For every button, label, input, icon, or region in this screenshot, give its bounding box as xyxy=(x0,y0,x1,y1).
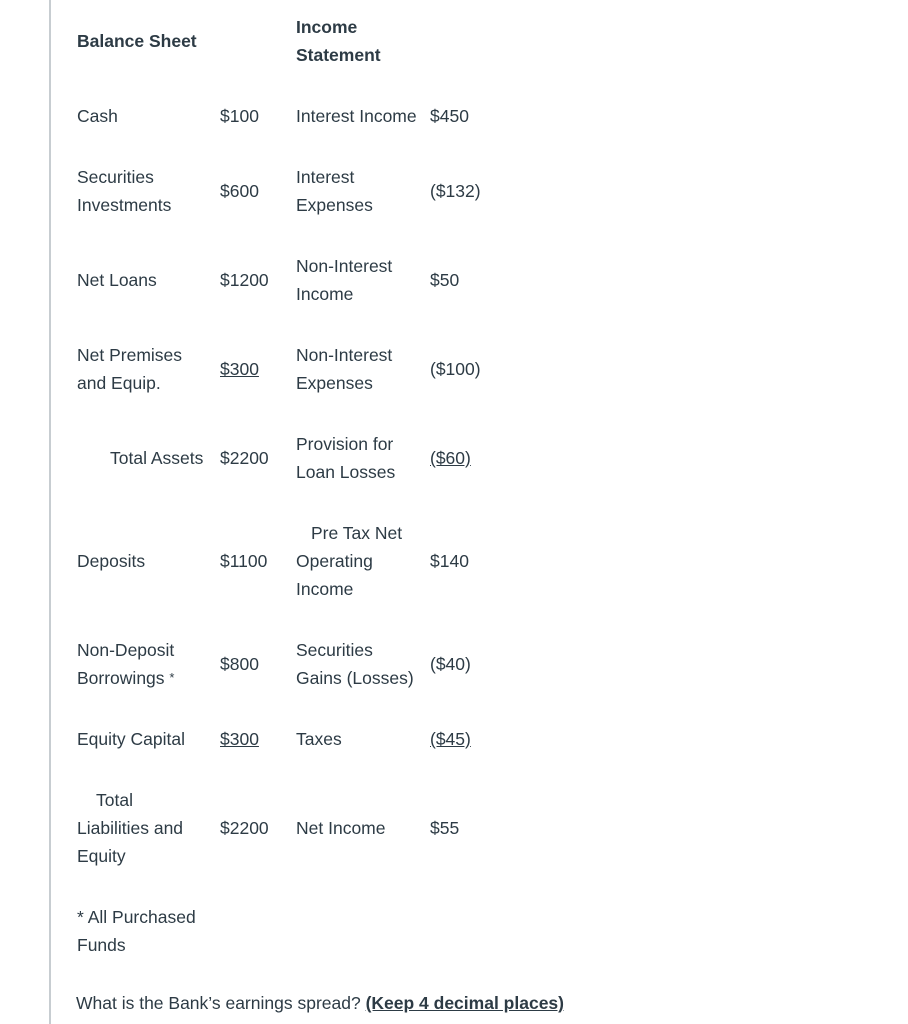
total-liabilities-label-line2: Liabilities and xyxy=(77,818,184,838)
total-liabilities-label-line3: Equity xyxy=(77,846,126,866)
question-text: What is the Bank’s earnings spread? xyxy=(76,993,366,1013)
nonint-income-label-line2: Income xyxy=(296,284,354,304)
net-income-label: Net Income xyxy=(296,818,386,838)
net-loans-label: Net Loans xyxy=(77,270,157,290)
taxes-value: ($45) xyxy=(430,729,471,749)
securities-label-line2: Investments xyxy=(77,195,172,215)
income-statement-header-line2: Statement xyxy=(296,45,381,65)
taxes-label: Taxes xyxy=(296,729,342,749)
footnote-asterisk: * xyxy=(169,670,175,685)
question-prompt xyxy=(76,989,564,1017)
footnote-line2: Funds xyxy=(77,935,126,955)
provision-label-line2: Loan Losses xyxy=(296,462,396,482)
interest-expenses-label-line1: Interest xyxy=(296,167,355,187)
interest-income-value: $450 xyxy=(430,106,469,126)
equity-capital-label: Equity Capital xyxy=(77,729,185,749)
question-emphasis: (Keep 4 decimal places) xyxy=(365,993,564,1013)
pretax-label-line2: Operating xyxy=(296,551,373,571)
premises-label-line1: Net Premises xyxy=(77,345,183,365)
total-liabilities-label-line1: Total xyxy=(96,790,133,810)
pretax-label-line3: Income xyxy=(296,579,354,599)
nonint-expenses-label-line2: Expenses xyxy=(296,373,373,393)
interest-expenses-label-line2: Expenses xyxy=(296,195,373,215)
pretax-label-line1: Pre Tax Net xyxy=(311,523,403,543)
nondeposit-value: $800 xyxy=(220,654,259,674)
securities-value: $600 xyxy=(220,181,259,201)
securities-gains-value: ($40) xyxy=(430,654,471,674)
nondeposit-label-line2 xyxy=(77,664,174,692)
securities-gains-label-line1: Securities xyxy=(296,640,373,660)
balance-sheet-header: Balance Sheet xyxy=(77,31,197,51)
cash-value: $100 xyxy=(220,106,259,126)
deposits-value: $1100 xyxy=(220,551,268,571)
total-assets-value: $2200 xyxy=(220,448,269,468)
net-income-value: $55 xyxy=(430,818,460,838)
total-assets-label: Total Assets xyxy=(110,448,204,468)
left-border-line xyxy=(49,0,51,1024)
footnote-line1: * All Purchased xyxy=(77,907,196,927)
provision-value: ($60) xyxy=(430,448,471,468)
pretax-value: $140 xyxy=(430,551,469,571)
deposits-label: Deposits xyxy=(77,551,146,571)
provision-label-line1: Provision for xyxy=(296,434,394,454)
nondeposit-label-text: Borrowings xyxy=(77,668,165,688)
nonint-expenses-value: ($100) xyxy=(430,359,481,379)
cash-label: Cash xyxy=(77,106,118,126)
net-loans-value: $1200 xyxy=(220,270,269,290)
securities-label-line1: Securities xyxy=(77,167,154,187)
premises-label-line2: and Equip. xyxy=(77,373,161,393)
equity-capital-value: $300 xyxy=(220,729,259,749)
total-liabilities-value: $2200 xyxy=(220,818,269,838)
income-statement-header-line1: Income xyxy=(296,17,358,37)
premises-value: $300 xyxy=(220,359,259,379)
securities-gains-label-line2: Gains (Losses) xyxy=(296,668,414,688)
interest-expenses-value: ($132) xyxy=(430,181,481,201)
nonint-income-value: $50 xyxy=(430,270,460,290)
nonint-expenses-label-line1: Non-Interest xyxy=(296,345,393,365)
interest-income-label: Interest Income xyxy=(296,106,417,126)
nonint-income-label-line1: Non-Interest xyxy=(296,256,393,276)
nondeposit-label-line1: Non-Deposit xyxy=(77,640,175,660)
